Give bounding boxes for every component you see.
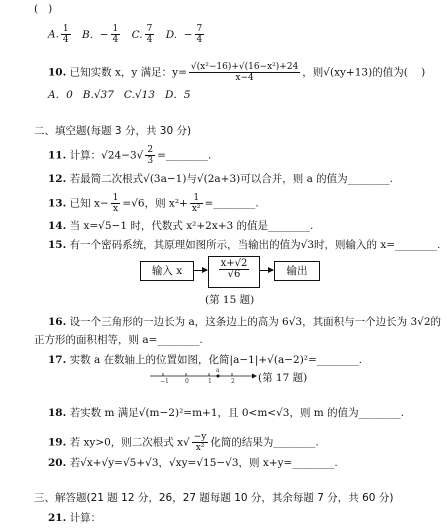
q9-option-d-frac xyxy=(195,24,205,45)
q12-number: 12. xyxy=(48,173,67,185)
q10-text-b: ，则√(xy+13)的值为( ) xyxy=(302,66,426,79)
q17-text: 实数 a 在数轴上的位置如图，化简|a−1|+√(a−2)²=________. xyxy=(69,354,363,366)
tick-label-a: a xyxy=(216,367,220,374)
q9-b-num: 1 xyxy=(112,24,119,34)
q16-line-2: 正方形的面积相等，则 a=________. xyxy=(34,334,203,346)
q10 xyxy=(48,62,447,83)
q19-text: 若 xy>0，则二次根式 x√ xyxy=(69,436,190,449)
flow-mid-den: √6 xyxy=(227,269,241,280)
q9-option-a-frac xyxy=(61,24,71,45)
q13-frac-2 xyxy=(190,193,203,214)
answer-paren: ( ) xyxy=(34,3,53,15)
q13 xyxy=(48,193,447,214)
q9-option-d-label: D. − xyxy=(165,28,193,41)
q10-frac-den: x−4 xyxy=(235,73,254,83)
q12-text: 若最简二次根式√(3a−1)与√(2a+3)可以合并，则 a 的值为________. xyxy=(69,173,394,185)
q11-frac xyxy=(145,145,155,166)
q13-number: 13. xyxy=(48,197,67,210)
q9-a-num: 1 xyxy=(62,24,69,34)
q19-frac-den: x² xyxy=(195,443,205,453)
q16 xyxy=(48,315,447,329)
q13-f1-num: 1 xyxy=(112,193,119,203)
section-2-title: 二、填空题(每题 3 分，共 30 分) xyxy=(34,125,192,137)
q21-text: 计算： xyxy=(69,512,102,524)
q9-option-b-label: B. − xyxy=(82,28,109,41)
q9-options xyxy=(48,24,447,45)
q19-text-b: 化简的结果为________. xyxy=(210,436,319,449)
q9-option-c-label: C. xyxy=(131,28,143,41)
q13-frac-1 xyxy=(111,193,121,214)
flow-arrow-2 xyxy=(259,270,273,271)
q9-c-num: 7 xyxy=(146,24,153,34)
q13-text-c: =________. xyxy=(204,197,259,210)
tick-label-neg1: −1 xyxy=(160,378,169,385)
tick-label-0: 0 xyxy=(185,378,189,385)
q19 xyxy=(48,432,447,453)
q11 xyxy=(48,145,447,166)
flow-mid-box xyxy=(208,256,260,288)
q9-option-a-label: A. xyxy=(48,28,59,41)
q19-frac xyxy=(192,432,209,453)
q17-number: 17. xyxy=(48,354,67,366)
q10-frac xyxy=(189,62,300,83)
q21 xyxy=(48,511,447,525)
q13-text: 已知 x− xyxy=(69,197,109,210)
q10-number: 10. xyxy=(48,66,67,79)
q17 xyxy=(48,353,447,367)
q11-number: 11. xyxy=(48,149,67,162)
q14 xyxy=(48,219,447,233)
q20 xyxy=(48,456,447,470)
q18-number: 18. xyxy=(48,407,67,419)
q13-f1-den: x xyxy=(113,204,119,214)
q9-d-den: 4 xyxy=(196,35,203,45)
q13-f2-den: x² xyxy=(191,204,201,214)
q16-text: 设一个三角形的一边长为 a，这条边上的高为 6√3，其面积与一个边长为 3√2的 xyxy=(69,316,441,328)
section-3-title: 三、解答题(21 题 12 分，26，27 题每题 10 分，其余每题 7 分，共 60 分) xyxy=(34,492,394,504)
q18-text: 若实数 m 满足√(m−2)²=m+1，且 0<m<√3，则 m 的值为________. xyxy=(69,407,404,419)
q10-options: A．0 B.√37 C.√13 D．5 xyxy=(48,89,191,101)
q11-text: 计算：√24−3√ xyxy=(69,149,144,162)
tick-label-1: 1 xyxy=(208,378,212,385)
q16-number: 16. xyxy=(48,316,67,328)
q21-number: 21. xyxy=(48,512,67,524)
q9-d-num: 7 xyxy=(196,24,203,34)
flow-mid-num: x+√2 xyxy=(220,258,248,269)
q11-frac-den: 3 xyxy=(147,156,154,166)
q13-text-b: =√6，则 x²+ xyxy=(122,197,188,210)
q19-number: 19. xyxy=(48,436,67,449)
flow-caption: (第 15 题) xyxy=(205,294,255,306)
q13-f2-num: 1 xyxy=(190,193,203,204)
tick-label-2: 2 xyxy=(231,378,235,385)
q11-frac-num: 2 xyxy=(147,145,154,155)
q15-number: 15. xyxy=(48,239,67,251)
q9-option-c-frac xyxy=(145,24,155,45)
q14-text: 当 x=√5−1 时，代数式 x²+2x+3 的值是________. xyxy=(69,220,314,232)
q19-frac-num: −y xyxy=(193,432,207,442)
q9-c-den: 4 xyxy=(146,35,153,45)
q9-b-den: 4 xyxy=(112,35,119,45)
q9-option-b-frac xyxy=(111,24,121,45)
q17-caption: (第 17 题) xyxy=(258,372,308,384)
q9-a-den: 4 xyxy=(62,35,69,45)
q15 xyxy=(48,238,447,252)
flow-mid-frac xyxy=(219,259,250,280)
q15-text: 有一个密码系统，其原理如图所示，当输出的值为√3时，则输入的 x=________. xyxy=(69,239,441,251)
q20-text: 若√x+√y=√5+√3，√xy=√15−√3，则 x+y=________. xyxy=(69,457,338,469)
flow-input-box: 输入 x xyxy=(140,261,194,281)
q14-number: 14. xyxy=(48,220,67,232)
q10-frac-num: √(x²−16)+√(16−x²)+24 xyxy=(190,62,299,72)
q20-number: 20. xyxy=(48,457,67,469)
q18 xyxy=(48,406,447,420)
flow-arrow-1 xyxy=(193,270,207,271)
q10-text-a: 已知实数 x，y 满足：y= xyxy=(69,66,187,79)
q11-text-b: =________. xyxy=(157,149,212,162)
q12 xyxy=(48,172,447,186)
flow-output-box: 输出 xyxy=(274,261,320,281)
